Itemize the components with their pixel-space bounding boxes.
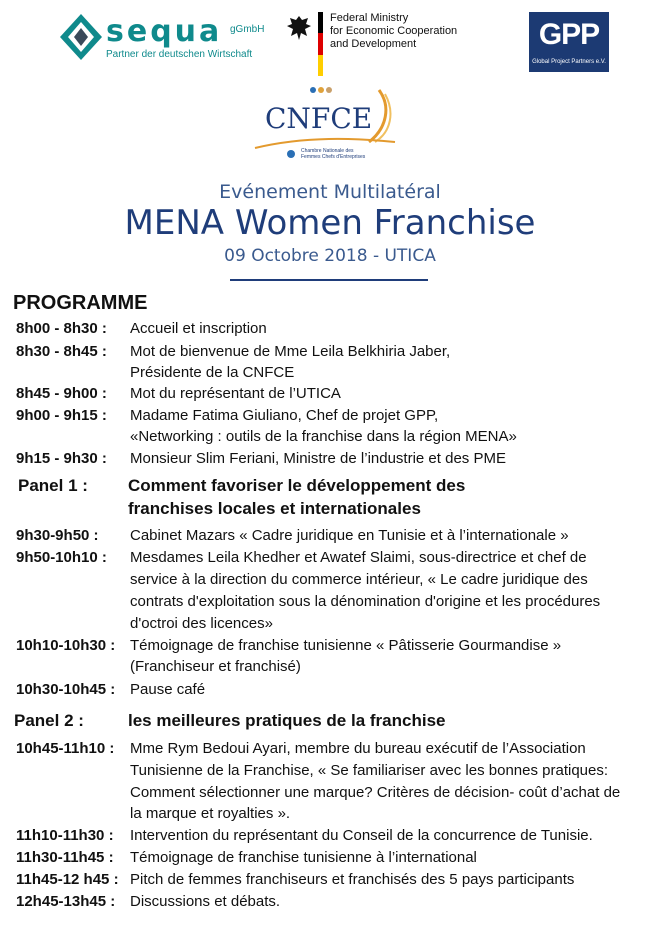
sequa-diamond-icon [58,12,104,62]
gpp-mark: GPP [538,18,600,51]
bmz-logo [286,12,486,78]
schedule-text: Témoignage de franchise tunisienne à l’international [130,849,477,866]
bmz-name: Federal Ministry for Economic Cooperation and Development [330,12,458,50]
schedule-text: Intervention du représentant du Conseil de la concurrence de Tunisie. [130,827,593,844]
schedule-text: (Franchiseur et franchisé) [130,658,301,675]
cnfce-subtitle: Chambre Nationale des Femmes Chefs d'Entreprises [301,148,366,160]
schedule-text: Monsieur Slim Feriani, Ministre de l’industrie et des PME [130,450,506,467]
schedule-text: Madame Fatima Giuliano, Chef de projet GPP, [130,407,439,424]
schedule-time: 11h45-12 h45 : [16,871,119,888]
schedule-text: Mesdames Leila Khedher et Awatef Slaimi, sous-directrice et chef de [130,549,587,566]
schedule-time: 9h00 - 9h15 : [16,407,107,424]
schedule-text: Accueil et inscription [130,320,267,337]
federal-eagle-icon [286,14,312,42]
schedule-text: Pitch de femmes franchiseurs et franchisés des 5 pays participants [130,871,575,888]
sequa-logo [58,12,265,64]
schedule-time: 8h30 - 8h45 : [16,343,107,360]
gpp-logo [529,12,609,72]
schedule-time: 9h50-10h10 : [16,549,107,566]
schedule-time: 9h30-9h50 : [16,527,99,544]
event-date: 09 Octobre 2018 - UTICA [224,246,436,266]
schedule-text: Comment sélectionner une marque? Critères de décision- coût d’achat de [130,784,621,801]
schedule-text: service à la direction du commerce intérieur, « Le cadre juridique des [130,571,588,588]
schedule-time: 8h00 - 8h30 : [16,320,107,337]
sequa-wordmark: sequa [106,14,223,49]
schedule-time: 8h45 - 9h00 : [16,385,107,402]
schedule-text: Discussions et débats. [130,893,281,910]
schedule-text: la marque et royalties ». [130,805,291,822]
schedule-text: «Networking : outils de la franchise dans la région MENA» [130,428,517,445]
schedule-time: 10h30-10h45 : [16,681,116,698]
schedule-time: 11h10-11h30 : [16,827,114,844]
cnfce-logo [245,84,415,170]
event-title: MENA Women Franchise [124,203,536,243]
sequa-suffix: gGmbH [230,24,265,35]
schedule-time: 11h30-11h45 : [16,849,114,866]
panel-1-label: Panel 1 : [18,476,88,495]
event-type: Evénement Multilatéral [219,181,441,203]
schedule-text: d'octroi des licences» [130,615,273,632]
schedule-time: 9h15 - 9h30 : [16,450,107,467]
schedule-time: 10h10-10h30 : [16,637,116,654]
panel-1-title: franchises locales et internationales [128,499,421,518]
gpp-caption: Global Project Partners e.V. [532,59,606,65]
schedule-time: 10h45-11h10 : [16,740,115,757]
sequa-tagline: Partner der deutschen Wirtschaft [106,49,253,60]
schedule-time: 12h45-13h45 : [16,893,116,910]
schedule-text: Mot du représentant de l’UTICA [130,385,341,402]
panel-2-title: les meilleures pratiques de la franchise [128,711,446,730]
schedule-text: Mme Rym Bedoui Ayari, membre du bureau exécutif de l’Association [130,740,586,757]
title-divider [230,279,428,281]
panel-1-title: Comment favoriser le développement des [128,476,466,495]
schedule-text: Pause café [130,681,206,698]
cnfce-wordmark: CNFCE [265,102,373,135]
programme-heading: PROGRAMME [13,292,148,314]
schedule-text: Mot de bienvenue de Mme Leila Belkhiria Jaber, [130,343,451,360]
german-flag-stripe [318,12,323,76]
panel-2-label: Panel 2 : [14,711,84,730]
schedule-text: Présidente de la CNFCE [130,364,295,381]
schedule-text: Tunisienne de la Franchise, « Se familiariser avec les bonnes pratiques: [130,762,609,779]
schedule-text: contrats d'exploitation sous la dénomination d'origine et les procédures [130,593,601,610]
schedule-text: Cabinet Mazars « Cadre juridique en Tunisie et à l’internationale » [130,527,569,544]
schedule-text: Témoignage de franchise tunisienne « Pâtisserie Gourmandise » [130,637,562,654]
